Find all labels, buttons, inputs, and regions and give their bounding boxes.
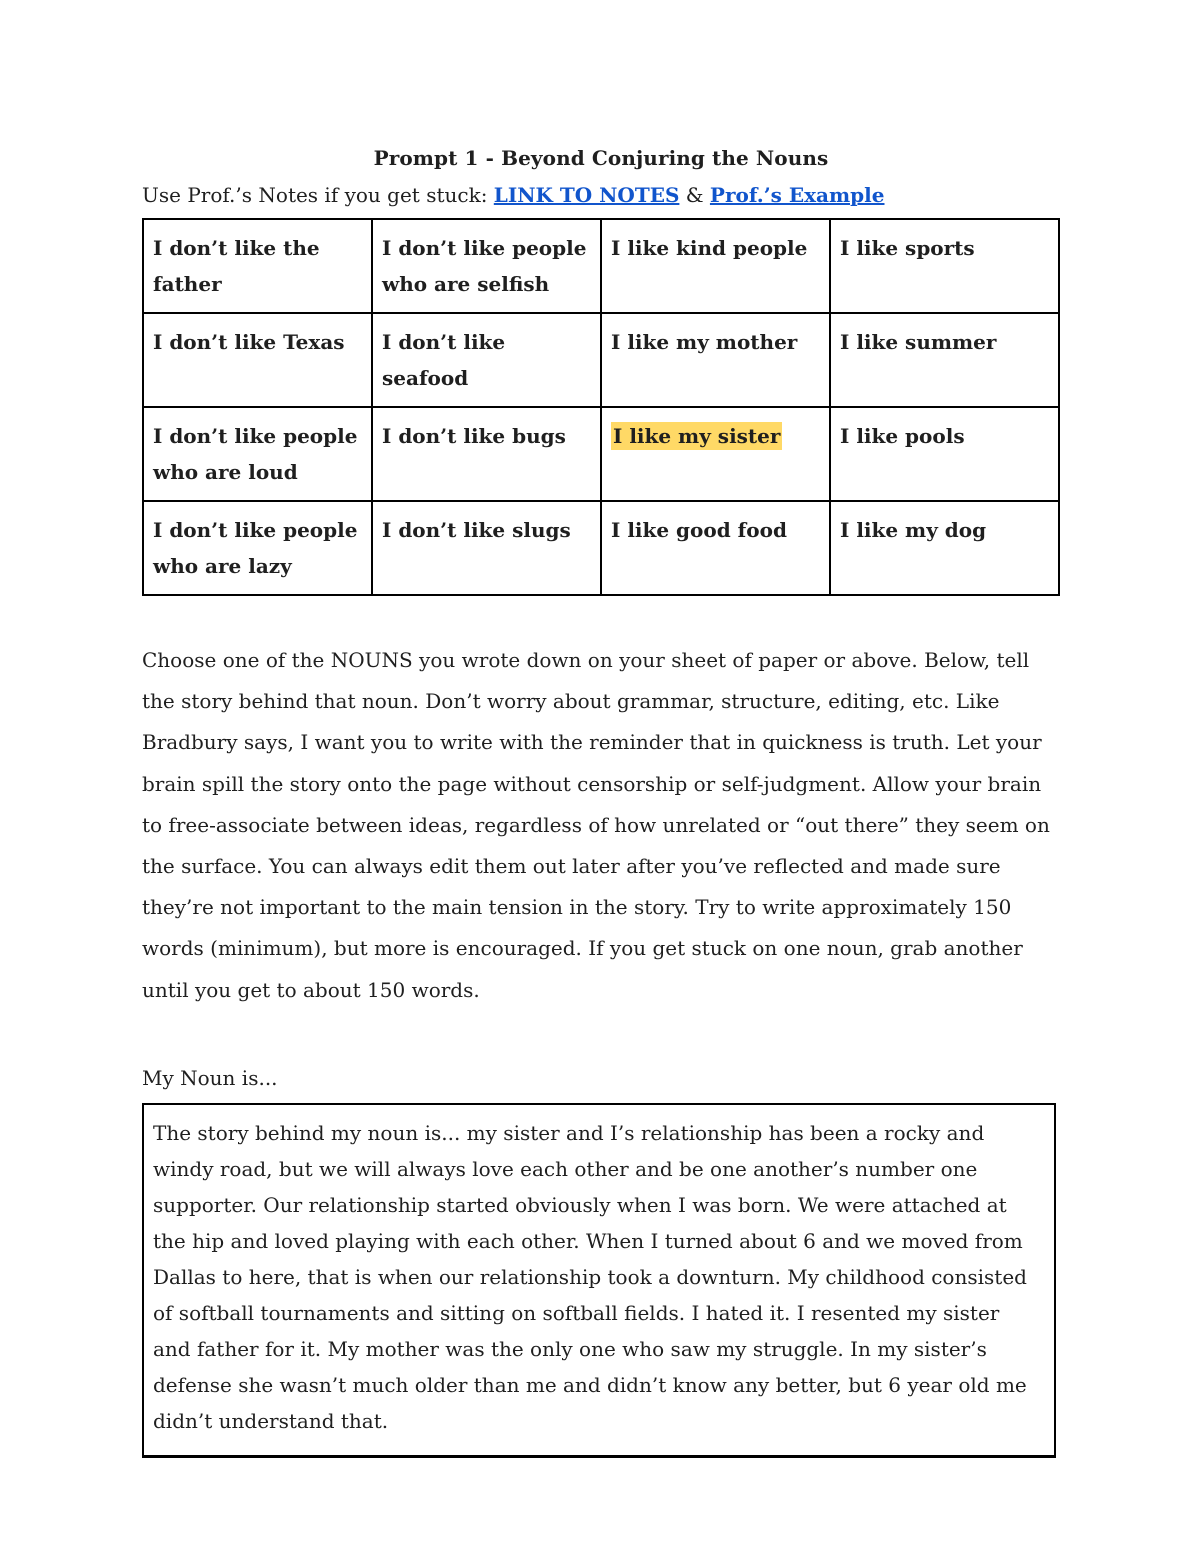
table-cell: I like sports	[830, 219, 1059, 313]
table-cell: I like my mother	[601, 313, 830, 407]
table-cell: I like pools	[830, 407, 1059, 501]
table-cell: I don’t like people who are lazy	[143, 501, 372, 595]
table-cell: I don’t like Texas	[143, 313, 372, 407]
table-cell: I don’t like people who are selfish	[372, 219, 601, 313]
page-title: Prompt 1 - Beyond Conjuring the Nouns	[373, 146, 829, 170]
table-cell: I like my dog	[830, 501, 1059, 595]
notes-line	[142, 180, 1060, 210]
table-cell-highlighted	[601, 407, 830, 501]
table-cell: I like kind people	[601, 219, 830, 313]
table-cell: I don’t like bugs	[372, 407, 601, 501]
table-row	[143, 407, 1059, 501]
table-row	[143, 313, 1059, 407]
profs-example-link[interactable]: Prof.’s Example	[709, 183, 885, 207]
table-row	[143, 219, 1059, 313]
notes-joiner: &	[679, 183, 710, 207]
table-cell: I like summer	[830, 313, 1059, 407]
nouns-table	[142, 218, 1060, 596]
document-page	[142, 140, 1060, 1458]
prompt-instructions: Choose one of the NOUNS you wrote down on your sheet of paper or above. Below, tell the story behind that noun. Don’t worry about grammar, structure, editing, etc. Like Bradbury says, I want you to write with the reminder that in quickness is truth. Let your brain spill the story onto the page without censorship or self-judgment. Allow your brain to free-associate between ideas, regardless of how unrelated or “out there” they seem on the surface. You can always edit them out later after you’ve reflected and made sure they’re not important to the main tension in the story. Try to write approximately 150 words (minimum), but more is encouraged. If you get stuck on one noun, grab another until you get to about 150 words.	[142, 648, 1050, 1002]
story-text-box[interactable]: The story behind my noun is... my sister and I’s relationship has been a rocky and windy road, but we will always love each other and be one another’s number one supporter. Our relationship started obviously when I was born. We were attached at the hip and loved playing with each other. When I turned about 6 and we moved from Dallas to here, that is when our relationship took a downturn. My childhood consisted of softball tournaments and sitting on softball fields. I hated it. I resented my sister and father for it. My mother was the only one who saw my struggle. In my sister’s defense she wasn’t much older than me and didn’t know any better, but 6 year old me didn’t understand that.	[142, 1103, 1056, 1458]
my-noun-label: My Noun is...	[142, 1065, 278, 1090]
table-row	[143, 501, 1059, 595]
table-cell: I like good food	[601, 501, 830, 595]
link-to-notes[interactable]: LINK TO NOTES	[493, 183, 680, 207]
table-cell: I don’t like seafood	[372, 313, 601, 407]
table-cell: I don’t like slugs	[372, 501, 601, 595]
notes-prefix: Use Prof.’s Notes if you get stuck:	[142, 183, 494, 207]
table-cell: I don’t like people who are loud	[143, 407, 372, 501]
table-cell: I don’t like the father	[143, 219, 372, 313]
highlighted-noun: I like my sister	[613, 424, 781, 448]
